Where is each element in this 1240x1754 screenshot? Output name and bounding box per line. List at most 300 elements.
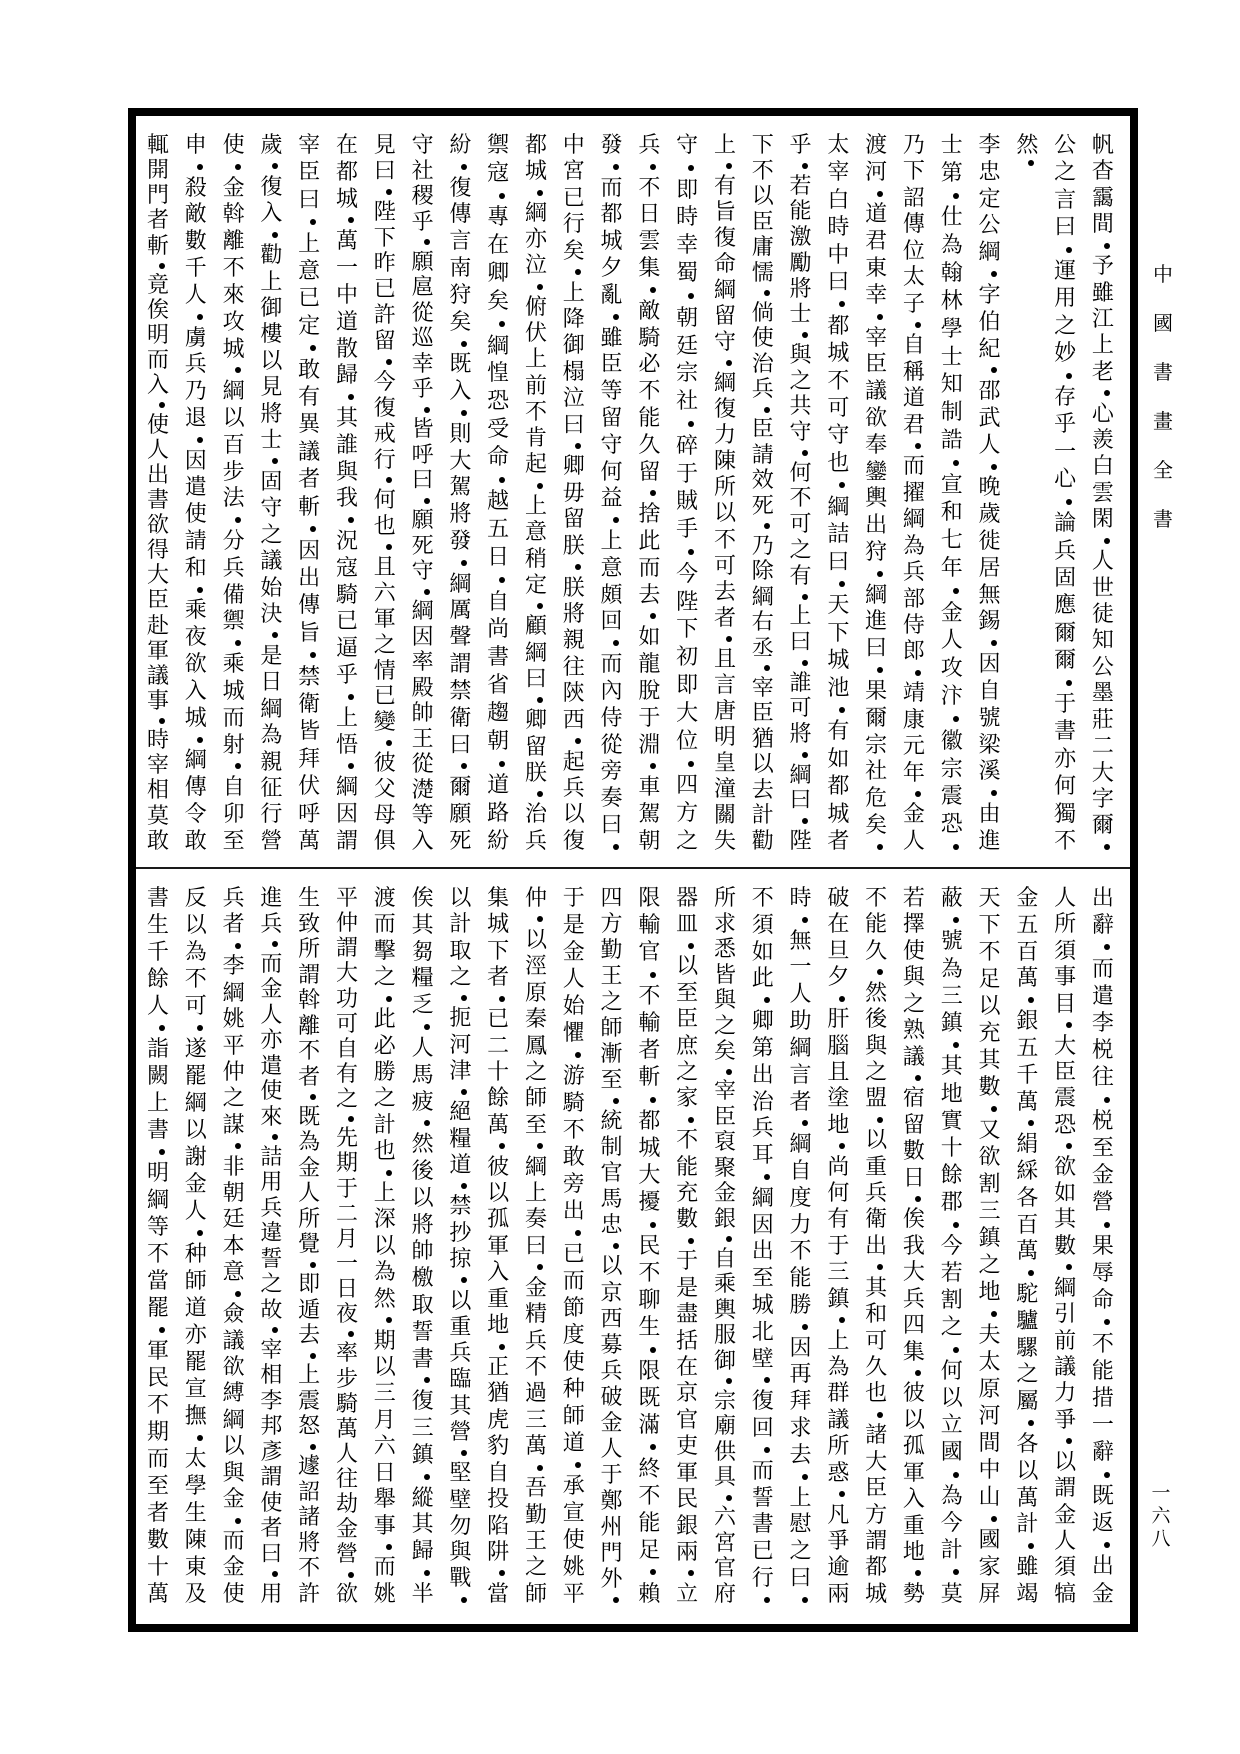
character: 綱: [524, 200, 547, 226]
character: 日: [638, 202, 661, 228]
character: 曰: [789, 788, 812, 814]
punctuation-dot: [1012, 1117, 1042, 1129]
character: 絹: [1016, 1132, 1039, 1158]
character: 謂: [298, 962, 321, 988]
character: 至: [1091, 1136, 1114, 1162]
character: 守: [260, 496, 283, 522]
punctuation-dot: [332, 391, 362, 403]
character: 乎: [335, 663, 358, 689]
character: 以: [184, 913, 207, 938]
punctuation-dot: [748, 662, 778, 674]
character: 綱: [713, 371, 736, 397]
text-column: [748, 887, 778, 1606]
character: 若: [940, 1261, 963, 1287]
character: 起: [524, 452, 547, 478]
character: 不: [789, 1239, 812, 1265]
character: 日: [487, 545, 510, 570]
character: 來: [260, 1104, 283, 1130]
character: 萬: [1016, 1485, 1039, 1511]
punctuation-dot: [672, 758, 702, 770]
character: 世: [1091, 575, 1114, 601]
text-column: [786, 887, 816, 1606]
character: 仲: [222, 1059, 245, 1085]
character: 已: [751, 1539, 774, 1565]
character: 出: [562, 1199, 585, 1224]
character: 也: [865, 1381, 888, 1407]
character: 為: [184, 940, 207, 965]
punctuation-dot: [521, 913, 551, 925]
punctuation-dot: [408, 1021, 438, 1033]
punctuation-dot: [861, 568, 891, 580]
character: 衛: [449, 705, 472, 731]
punctuation-dot: [294, 1091, 324, 1103]
character: 金: [600, 1410, 623, 1436]
character: 城: [222, 678, 245, 704]
character: 不: [713, 527, 736, 553]
punctuation-dot: [445, 1447, 475, 1459]
character: 復: [260, 174, 283, 200]
character: 目: [1054, 991, 1077, 1017]
character: 至: [751, 1266, 774, 1292]
character: 六: [713, 1505, 736, 1531]
character: 括: [676, 1328, 699, 1354]
character: 兵: [260, 911, 283, 937]
punctuation-dot: [975, 1308, 1005, 1320]
character: 上: [562, 280, 585, 306]
character: 官: [713, 1556, 736, 1582]
character: 上: [524, 347, 547, 373]
character: 逾: [827, 1555, 850, 1581]
character: 久: [638, 432, 661, 458]
character: 舉: [373, 1487, 396, 1513]
text-column: [1012, 134, 1042, 853]
punctuation-dot: [937, 1039, 967, 1051]
character: 擢: [902, 480, 925, 506]
character: 朕: [562, 533, 585, 559]
punctuation-dot: [1012, 1267, 1042, 1279]
character: 乘: [713, 1272, 736, 1298]
character: 然: [1016, 133, 1039, 158]
character: 竟: [146, 272, 169, 298]
character: 實: [940, 1108, 963, 1134]
punctuation-dot: [1088, 240, 1118, 252]
punctuation-dot: [861, 841, 891, 853]
character: 宣: [940, 472, 963, 498]
character: 綱: [865, 582, 888, 608]
punctuation-dot: [937, 914, 967, 926]
character: 與: [865, 1033, 888, 1059]
character: 欲: [865, 405, 888, 431]
character: 歸: [335, 363, 358, 389]
text-column: [219, 887, 249, 1606]
punctuation-dot: [219, 1288, 249, 1300]
punctuation-dot: [332, 1328, 362, 1340]
punctuation-dot: [748, 1594, 778, 1606]
character: 師: [600, 1016, 623, 1042]
character: 綱: [713, 278, 736, 304]
character: 部: [902, 586, 925, 612]
character: 乎: [411, 209, 434, 235]
character: 國: [978, 1528, 1001, 1553]
character: 須: [751, 912, 774, 938]
character: 縱: [411, 1485, 434, 1511]
character: 有: [827, 719, 850, 745]
character: 呼: [298, 801, 321, 827]
character: 朝: [638, 828, 661, 854]
character: 騎: [638, 325, 661, 351]
character: 士: [260, 428, 283, 454]
punctuation-dot: [899, 1072, 929, 1084]
character: 變: [373, 710, 396, 736]
character: 敵: [184, 202, 207, 228]
punctuation-dot: [861, 664, 891, 676]
character: 天: [827, 593, 850, 619]
character: 方: [865, 1502, 888, 1528]
character: 尚: [827, 1154, 850, 1180]
character: 為: [940, 956, 963, 982]
character: 獨: [1054, 801, 1077, 827]
character: 覺: [298, 1232, 321, 1258]
character: 萬: [335, 229, 358, 255]
character: 應: [1054, 593, 1077, 619]
character: 去: [298, 1323, 321, 1349]
character: 稷: [411, 184, 434, 210]
character: 因: [789, 1335, 812, 1361]
character: 固: [1054, 565, 1077, 591]
character: 金: [222, 1555, 245, 1581]
character: 以: [713, 501, 736, 527]
character: 卿: [562, 454, 585, 480]
character: 爾: [449, 775, 472, 801]
character: 步: [222, 459, 245, 485]
character: 其: [411, 1512, 434, 1538]
character: 墨: [1091, 681, 1114, 707]
punctuation-dot: [181, 1227, 211, 1239]
punctuation-dot: [521, 600, 551, 612]
character: 于: [676, 461, 699, 487]
character: 來: [222, 282, 245, 308]
character: 時: [676, 205, 699, 231]
punctuation-dot: [559, 440, 589, 452]
character: 池: [827, 675, 850, 701]
character: 兵: [562, 775, 585, 801]
character: 上: [789, 1485, 812, 1511]
character: 之: [335, 1087, 358, 1112]
character: 綱: [524, 640, 547, 666]
punctuation-dot: [1088, 387, 1118, 399]
character: 無: [978, 582, 1001, 608]
character: 于: [1054, 691, 1077, 717]
character: 餘: [146, 967, 169, 992]
character: 羨: [1091, 428, 1114, 454]
character: 屏: [978, 1582, 1001, 1607]
character: 李: [978, 133, 1001, 158]
text-column: [634, 887, 664, 1606]
character: 宰: [713, 1079, 736, 1105]
character: 鳳: [524, 1033, 547, 1059]
character: 後: [865, 1007, 888, 1033]
character: 因: [411, 624, 434, 650]
character: 綱: [902, 507, 925, 533]
character: 號: [940, 929, 963, 955]
character: 李: [260, 1388, 283, 1414]
character: 宣: [562, 1501, 585, 1526]
character: 議: [260, 549, 283, 575]
punctuation-dot: [370, 1314, 400, 1326]
character: 之: [789, 538, 812, 564]
character: 山: [978, 1485, 1001, 1510]
character: 乏: [411, 993, 434, 1019]
character: 議: [298, 439, 321, 465]
punctuation-dot: [786, 591, 816, 603]
character: 何: [1054, 774, 1077, 800]
character: 可: [827, 396, 850, 422]
character: 已: [562, 185, 585, 211]
text-column: [559, 134, 589, 853]
character: 已: [562, 1242, 585, 1267]
character: 銀: [1016, 1009, 1039, 1035]
character: 城: [638, 1136, 661, 1162]
character: 生: [146, 913, 169, 938]
character: 旨: [713, 200, 736, 226]
character: 為: [902, 533, 925, 559]
text-column: [143, 887, 173, 1606]
character: 亦: [1054, 746, 1077, 772]
character: 已: [487, 1007, 510, 1033]
character: 地: [902, 1539, 925, 1565]
text-column: [521, 887, 551, 1606]
character: 道: [487, 773, 510, 799]
punctuation-dot: [786, 329, 816, 341]
character: 是: [676, 1275, 699, 1301]
character: 何: [940, 1358, 963, 1384]
character: 人: [411, 1035, 434, 1061]
character: 曰: [260, 1541, 283, 1567]
character: 人: [1091, 549, 1114, 575]
character: 帥: [411, 1239, 434, 1265]
character: 離: [298, 1013, 321, 1039]
character: 已: [373, 277, 396, 303]
character: 一: [335, 1251, 358, 1277]
character: 彼: [373, 751, 396, 777]
character: 欲: [222, 1355, 245, 1381]
character: 數: [1054, 1233, 1077, 1259]
character: 上: [713, 133, 736, 158]
punctuation-dot: [710, 1375, 740, 1387]
character: 稍: [524, 546, 547, 572]
punctuation-dot: [483, 1341, 513, 1353]
character: 人: [562, 967, 585, 992]
punctuation-dot: [445, 1274, 475, 1286]
text-column: [181, 134, 211, 853]
character: 宮: [562, 159, 585, 185]
character: 之: [373, 965, 396, 991]
character: 御: [562, 333, 585, 359]
character: 巡: [411, 326, 434, 352]
character: 而: [562, 1269, 585, 1294]
character: 數: [184, 229, 207, 255]
character: 夕: [827, 965, 850, 991]
character: 中: [978, 1458, 1001, 1483]
character: 游: [562, 1064, 585, 1089]
character: 兵: [600, 1358, 623, 1384]
character: 何: [789, 460, 812, 486]
character: 俯: [524, 294, 547, 320]
text-column: [899, 887, 929, 1606]
character: 謂: [865, 1528, 888, 1554]
punctuation-dot: [937, 585, 967, 597]
character: 彼: [487, 1154, 510, 1180]
punctuation-dot: [408, 1471, 438, 1483]
character: 上: [260, 269, 283, 295]
character: 即: [298, 1272, 321, 1298]
character: 騎: [562, 1091, 585, 1116]
punctuation-dot: [1088, 1469, 1118, 1481]
character: 河: [865, 159, 888, 185]
character: 即: [676, 673, 699, 699]
character: 千: [1016, 1062, 1039, 1088]
character: 庶: [676, 1033, 699, 1059]
character: 竭: [1016, 1581, 1039, 1607]
character: 專: [487, 205, 510, 231]
character: 月: [335, 1226, 358, 1252]
character: 曰: [411, 468, 434, 494]
character: 上: [1091, 333, 1114, 359]
character: 于: [827, 1233, 850, 1259]
character: 非: [222, 1154, 245, 1180]
character: 失: [713, 828, 736, 854]
character: 勝: [789, 1293, 812, 1318]
character: 郎: [902, 639, 925, 665]
character: 位: [902, 238, 925, 264]
character: 能: [1091, 1358, 1114, 1384]
character: 和: [940, 500, 963, 526]
character: 限: [638, 886, 661, 911]
character: 今: [676, 561, 699, 587]
character: 擾: [638, 1190, 661, 1216]
character: 激: [789, 225, 812, 251]
character: 泣: [524, 253, 547, 279]
character: 治: [524, 802, 547, 828]
character: 之: [978, 1253, 1001, 1278]
character: 六: [373, 1434, 396, 1460]
character: 豹: [487, 1434, 510, 1460]
punctuation-dot: [181, 161, 211, 173]
character: 字: [978, 282, 1001, 308]
character: 不: [1091, 1331, 1114, 1357]
character: 其: [449, 1393, 472, 1419]
character: 命: [487, 444, 510, 470]
character: 馬: [411, 1062, 434, 1088]
text-column: [823, 134, 853, 853]
character: 可: [789, 696, 812, 722]
character: 旁: [600, 759, 623, 785]
character: 重: [865, 1154, 888, 1180]
character: 三: [411, 1416, 434, 1442]
character: 歲: [260, 133, 283, 158]
character: 書: [751, 1512, 774, 1538]
character: 時: [827, 215, 850, 241]
character: 意: [524, 520, 547, 546]
character: 軍: [902, 1460, 925, 1486]
character: 則: [449, 421, 472, 447]
character: 有: [335, 1061, 358, 1087]
character: 俟: [411, 886, 434, 911]
character: 亂: [600, 282, 623, 308]
character: 帥: [411, 701, 434, 727]
character: 奏: [524, 1207, 547, 1233]
character: 議: [865, 379, 888, 405]
character: 彥: [260, 1439, 283, 1465]
character: 三: [827, 1260, 850, 1286]
punctuation-dot: [370, 1541, 400, 1553]
character: 守: [713, 330, 736, 356]
character: 父: [373, 777, 396, 803]
character: 破: [600, 1384, 623, 1410]
character: 縛: [222, 1381, 245, 1407]
punctuation-dot: [823, 479, 853, 491]
character: 所: [827, 1434, 850, 1460]
character: 綱: [751, 584, 774, 610]
character: 諸: [298, 1505, 321, 1531]
character: 征: [260, 775, 283, 801]
punctuation-dot: [143, 1022, 173, 1034]
character: 遣: [1091, 983, 1114, 1009]
punctuation-dot: [408, 586, 438, 598]
character: 于: [562, 886, 585, 911]
character: 事: [373, 1513, 396, 1539]
character: 綱: [222, 1407, 245, 1433]
character: 元: [902, 734, 925, 760]
character: 可: [865, 1328, 888, 1354]
character: 等: [600, 379, 623, 405]
character: 半: [411, 1581, 434, 1607]
character: 數: [978, 1075, 1001, 1100]
character: 之: [373, 1086, 396, 1112]
punctuation-dot: [294, 1441, 324, 1453]
character: 與: [335, 459, 358, 485]
character: 使: [260, 1490, 283, 1516]
character: 者: [487, 965, 510, 991]
character: 具: [713, 1465, 736, 1491]
character: 乎: [411, 377, 434, 403]
character: 亦: [260, 1028, 283, 1054]
punctuation-dot: [786, 657, 816, 669]
character: 金: [562, 940, 585, 965]
character: 期: [146, 1420, 169, 1445]
character: 出: [865, 513, 888, 539]
punctuation-dot: [370, 541, 400, 553]
character: 伏: [298, 774, 321, 800]
character: 王: [411, 726, 434, 752]
character: 君: [865, 229, 888, 255]
character: 而: [146, 348, 169, 374]
punctuation-dot: [256, 455, 286, 467]
character: 從: [411, 300, 434, 326]
character: 各: [1016, 1185, 1039, 1211]
character: 金: [524, 1275, 547, 1301]
character: 地: [940, 1081, 963, 1107]
character: 五: [1016, 912, 1039, 938]
character: 百: [1016, 939, 1039, 965]
punctuation-dot: [823, 704, 853, 716]
character: 臣: [1054, 1059, 1077, 1085]
character: 制: [940, 400, 963, 426]
character: 都: [827, 313, 850, 339]
character: 出: [1091, 886, 1114, 911]
character: 盟: [865, 1086, 888, 1112]
punctuation-dot: [672, 1567, 702, 1579]
